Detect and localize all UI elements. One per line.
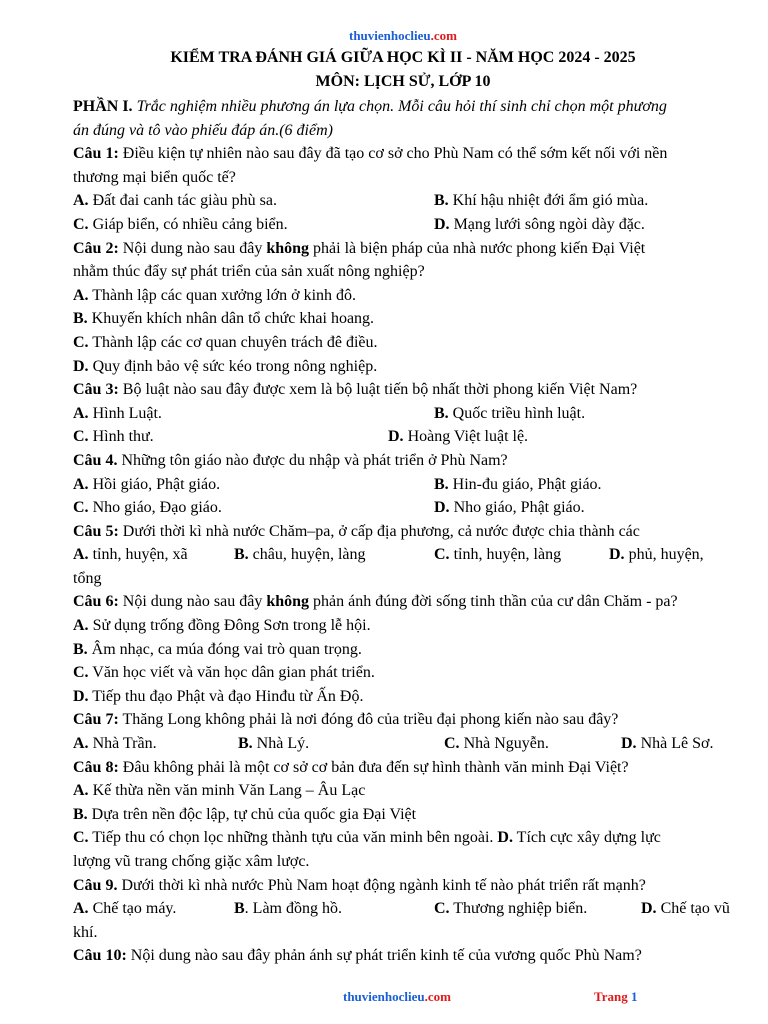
question-1: Câu 1: Điều kiện tự nhiên nào sau đây đã tạo cơ sở cho Phù Nam có thể sớm kết nối với nền bbox=[73, 145, 668, 163]
question-6: Câu 6: Nội dung nào sau đây không phản ánh đúng đời sống tinh thần của cư dân Chăm - pa? bbox=[73, 593, 678, 611]
question-4-options-ab bbox=[73, 473, 733, 497]
question-5-option-d-cont: tổng bbox=[73, 569, 102, 587]
option-a[interactable]: A. Hồi giáo, Phật giáo. bbox=[73, 475, 221, 493]
footer-site: thuvienhoclieu.com bbox=[343, 989, 451, 1004]
question-5-options bbox=[73, 543, 733, 567]
question-8: Câu 8: Đâu không phải là một cơ sở cơ bản đưa đến sự hình thành văn minh Đại Việt? bbox=[73, 758, 629, 776]
option-d[interactable]: D. Tiếp thu đạo Phật và đạo Hinđu từ Ấn Độ. bbox=[73, 687, 364, 705]
question-3-options-cd bbox=[73, 425, 733, 449]
exam-page bbox=[73, 26, 733, 968]
option-d[interactable]: D. Hoàng Việt luật lệ. bbox=[388, 428, 529, 446]
question-2: Câu 2: Nội dung nào sau đây không phải là biện pháp của nhà nước phong kiến Đại Việt bbox=[73, 239, 646, 257]
option-b[interactable]: B. Làm đồng hồ. bbox=[234, 900, 342, 918]
option-b[interactable]: B. Hin-đu giáo, Phật giáo. bbox=[434, 475, 602, 493]
option-b[interactable]: B. Khuyến khích nhân dân tổ chức khai hoang. bbox=[73, 310, 375, 328]
option-d[interactable]: D. Quy định bảo vệ sức kéo trong nông nghiệp. bbox=[73, 357, 378, 375]
page-footer bbox=[0, 987, 768, 1007]
question-7: Câu 7: Thăng Long không phải là nơi đóng đô của triều đại phong kiến nào sau đây? bbox=[73, 711, 619, 729]
option-a[interactable]: A. Kế thừa nền văn minh Văn Lang – Âu Lạc bbox=[73, 782, 366, 800]
question-9-options bbox=[73, 897, 733, 921]
site-name: thuvienhoclieu bbox=[349, 28, 431, 43]
option-c[interactable]: C. Nho giáo, Đạo giáo. bbox=[73, 499, 222, 517]
option-b[interactable]: B. Quốc triều hình luật. bbox=[434, 404, 586, 422]
option-c[interactable]: C. Hình thư. bbox=[73, 428, 154, 446]
question-4: Câu 4. Những tôn giáo nào được du nhập và phát triển ở Phù Nam? bbox=[73, 451, 508, 469]
site-domain: .com bbox=[430, 28, 457, 43]
part1-heading: PHẦN I. Trắc nghiệm nhiều phương án lựa chọn. Mỗi câu hỏi thí sinh chỉ chọn một phương bbox=[73, 98, 667, 115]
site-header bbox=[73, 26, 733, 46]
option-a[interactable]: A. Hình Luật. bbox=[73, 404, 162, 422]
option-a[interactable]: A. Thành lập các quan xưởng lớn ở kinh đô. bbox=[73, 286, 357, 304]
part1-instruction-cont: án đúng và tô vào phiếu đáp án.(6 điểm) bbox=[73, 121, 333, 139]
option-a[interactable]: A. Sử dụng trống đồng Đông Sơn trong lễ hội. bbox=[73, 617, 371, 635]
option-b[interactable]: B. Dựa trên nền độc lập, tự chủ của quốc gia Đại Việt bbox=[73, 805, 417, 823]
option-c[interactable]: C. Nhà Nguyễn. bbox=[444, 735, 549, 753]
question-9: Câu 9. Dưới thời kì nhà nước Phù Nam hoạt động ngành kinh tế nào phát triển rất mạnh? bbox=[73, 876, 646, 894]
question-1-cont: thương mại biển quốc tế? bbox=[73, 168, 236, 186]
question-3-options-ab bbox=[73, 402, 733, 426]
question-8-option-d-cont: lượng vũ trang chống giặc xâm lược. bbox=[73, 853, 310, 870]
option-c[interactable]: C. tỉnh, huyện, làng bbox=[434, 546, 562, 564]
option-b[interactable]: B. Âm nhạc, ca múa đóng vai trò quan trọng. bbox=[73, 640, 362, 658]
option-c[interactable]: C. Giáp biển, có nhiều cảng biển. bbox=[73, 215, 288, 233]
option-b[interactable]: B. Nhà Lý. bbox=[238, 735, 310, 753]
option-d[interactable]: D. Nhà Lê Sơ. bbox=[621, 735, 714, 753]
question-2-cont: nhằm thúc đẩy sự phát triển của sản xuất nông nghiệp? bbox=[73, 263, 425, 281]
option-a[interactable]: A. Đất đai canh tác giàu phù sa. bbox=[73, 192, 277, 210]
option-c[interactable]: C. Văn học viết và văn học dân gian phát triển. bbox=[73, 664, 375, 682]
option-d[interactable]: D. Mạng lưới sông ngòi dày đặc. bbox=[434, 215, 645, 233]
exam-title: KIỂM TRA ĐÁNH GIÁ GIỮA HỌC KÌ II - NĂM HỌC 2024 - 2025 bbox=[170, 49, 636, 66]
option-d[interactable]: D. Chế tạo vũ bbox=[641, 900, 730, 918]
question-7-options bbox=[73, 732, 733, 756]
page-number: Trang 1 bbox=[594, 989, 638, 1004]
option-c[interactable]: C. Thành lập các cơ quan chuyên trách đê điều. bbox=[73, 333, 378, 351]
option-c[interactable]: C. Thương nghiệp biển. bbox=[434, 900, 588, 918]
question-10: Câu 10: Nội dung nào sau đây phản ánh sự phát triển kinh tế của vương quốc Phù Nam? bbox=[73, 947, 642, 965]
question-9-option-d-cont: khí. bbox=[73, 923, 98, 941]
option-a[interactable]: A. Nhà Trần. bbox=[73, 735, 157, 753]
question-1-options-ab bbox=[73, 189, 733, 213]
option-b[interactable]: B. châu, huyện, làng bbox=[234, 546, 366, 564]
question-1-options-cd bbox=[73, 213, 733, 237]
subject-title: MÔN: LỊCH SỬ, LỚP 10 bbox=[315, 73, 491, 90]
option-a[interactable]: A. Chế tạo máy. bbox=[73, 900, 177, 918]
question-5: Câu 5: Dưới thời kì nhà nước Chăm–pa, ở cấp địa phương, cả nước được chia thành các bbox=[73, 522, 640, 540]
question-3: Câu 3: Bộ luật nào sau đây được xem là bộ luật tiến bộ nhất thời phong kiến Việt Nam? bbox=[73, 381, 638, 399]
option-a[interactable]: A. tỉnh, huyện, xã bbox=[73, 546, 188, 564]
option-d[interactable]: D. phủ, huyện, bbox=[609, 546, 704, 564]
question-4-options-cd bbox=[73, 496, 733, 520]
option-c-d[interactable]: C. Tiếp thu có chọn lọc những thành tựu của văn minh bên ngoài. D. Tích cực xây dựng lực bbox=[73, 829, 661, 847]
option-d[interactable]: D. Nho giáo, Phật giáo. bbox=[434, 499, 585, 517]
option-b[interactable]: B. Khí hậu nhiệt đới ẩm gió mùa. bbox=[434, 192, 649, 210]
